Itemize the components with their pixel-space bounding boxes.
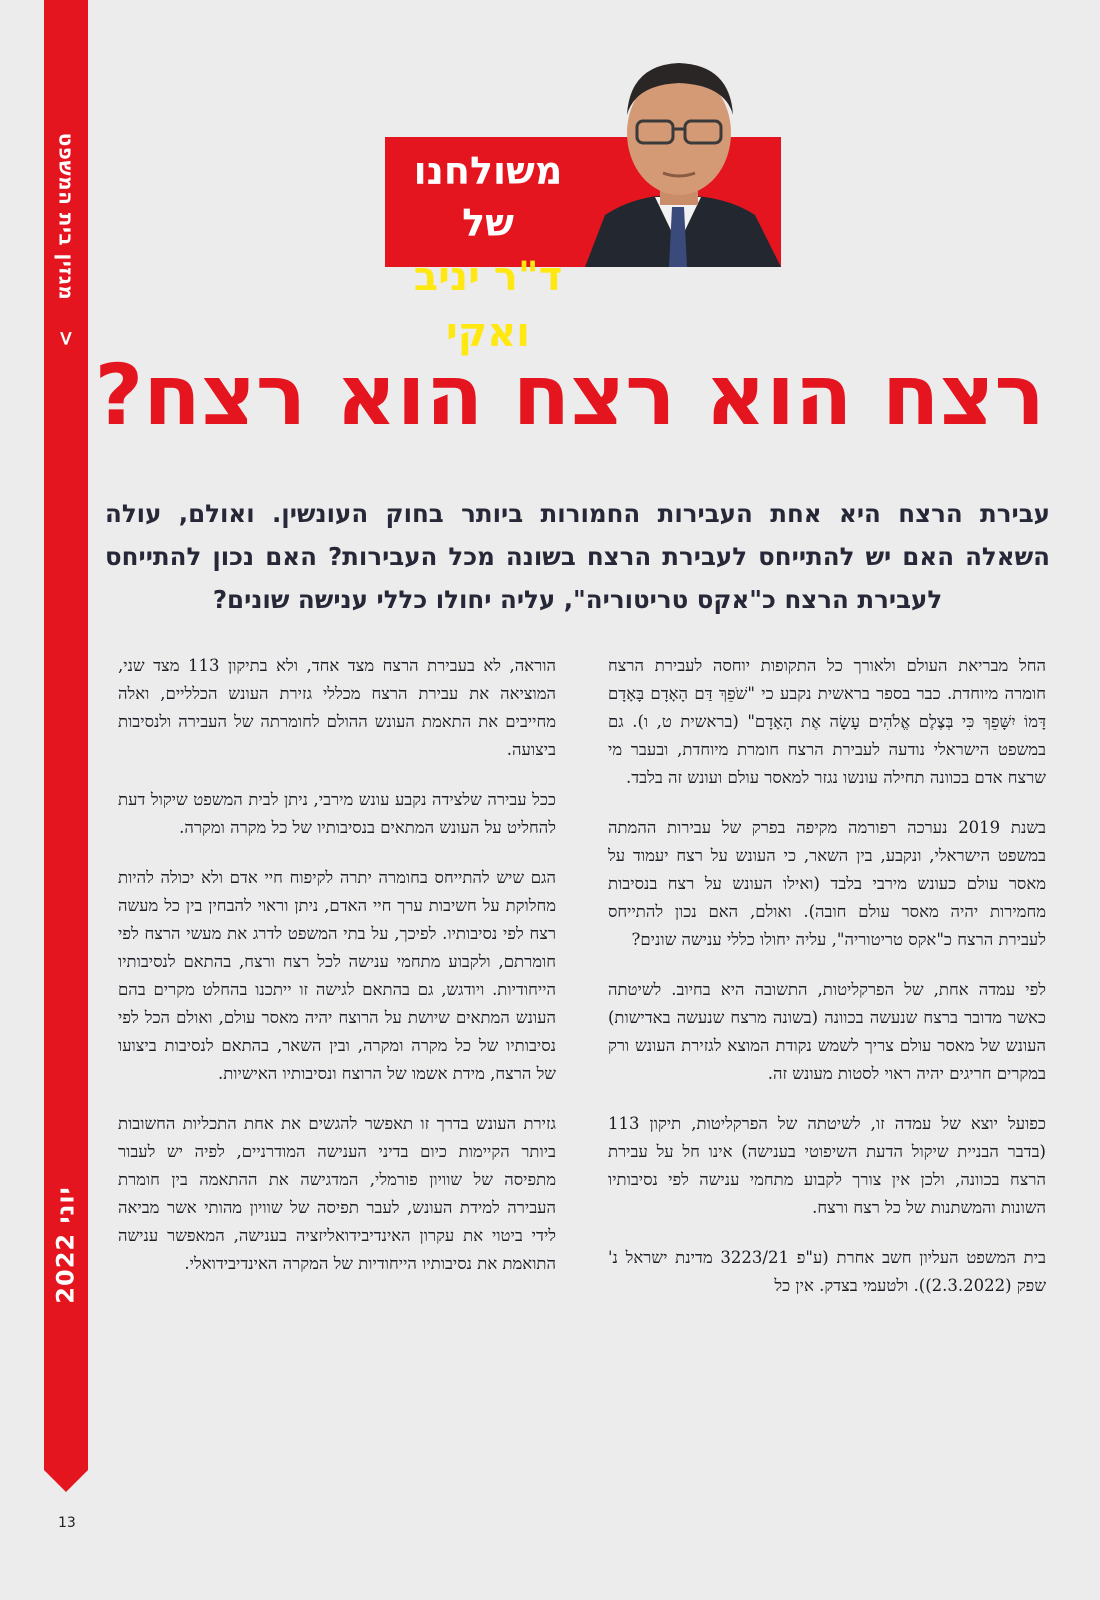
paragraph: החל מבריאת העולם ולאורך כל התקופות יוחסה לעבירת הרצח חומרה מיוחדת. כבר בספר בראשית נקבע כי "שֹׁפֵךְ דַּם הָאָדָם בָּאָדָם דָּמוֹ יִשָּׁפֵךְ כִּי בְּצֶלֶם אֱלֹהִים עָשָׂה אֶת הָאָדָם" (בראשית ט, ו). גם במשפט הישראלי נודעה לעבירת הרצח חומרת מיוחדת, ובעבר מי שרצח אדם בכוונה תחילה עונשו נגזר למאסר עולם ועונש זה בלבד. [608,656,1046,787]
article-column-right [608,652,1046,1322]
badge-author-name: ד"ר יניב ואקי [413,254,563,356]
paragraph: בשנת 2019 נערכה רפורמה מקיפה בפרק של עבירות ההמתה במשפט הישראלי, ונקבע, בין השאר, כי העונש על רצח יעמוד על מאסר עולם כעונש מירבי בלבד (ואילו העונש על רצח בנסיבות מחמירות יהיה מאסר עולם חובה). ואולם, האם נכון להתייחס לעבירת הרצח כ"אקס טריטוריה", עליה יחולו כללי ענישה שונים? [608,818,1046,949]
sidebar-issue-date [44,1180,88,1310]
article-lead: עבירת הרצח היא אחת העבירות החמורות ביותר בחוק העונשין. ואולם, עולה השאלה האם יש להתייחס לעבירת הרצח בשונה מכל העבירות? האם נכון להתייחס לעבירת הרצח כ"אקס טריטוריה", עליה יחולו כללי ענישה שונים? [105,499,1050,614]
chevron-icon: < [54,330,78,348]
paragraph: הוראה, לא בעבירת הרצח מצד אחד, ולא בתיקון 113 מצד שני, המוציאה את עבירת הרצח מכללי גזירת העונש הכלליים, ואלה מחייבים את התאמת העונש ההולם לחומרתה של העבירה ולנסיבות ביצועה. [118,656,556,759]
paragraph: ככל עבירה שלצידה נקבע עונש מירבי, ניתן לבית המשפט שיקול דעת להחליט על העונש המתאים בנסיבותיו של כל מקרה ומקרה. [118,790,556,837]
article-headline: רצח הוא רצח הוא רצח? [94,346,1045,444]
article-column-left [118,652,556,1300]
badge-line-from-desk: משולחנו של [413,149,563,245]
issue-date: יוני 2022 [52,1186,80,1304]
paragraph: בית המשפט העליון חשב אחרת (ע"פ 3223/21 מדינת ישראל נ' שפק (2.3.2022)). ולטעמי בצדק. אין כל [608,1248,1046,1295]
paragraph: גזירת העונש בדרך זו תאפשר להגשים את אחת התכליות החשובות ביותר הקיימות כיום בדיני הענישה המודרניים, לפיה יש לעבור מתפיסה של שוויון פורמלי, המדגישה את ההתאמה בין חומרת העבירה למידת העונש, לעבר תפיסה של שוויון מהותי אשר מביאה לידי ביטוי את עקרון האינדיבידואליזציה בענישה, המאפשר ענישה התואמת את נסיבותיו הייחודיות של המקרה האינדיבידואלי. [118,1114,556,1273]
magazine-name: מגזין בית המשפט [54,132,78,301]
page-number: 13 [58,1515,76,1531]
paragraph: הגם שיש להתייחס בחומרה יתרה לקיפוח חיי אדם ולא יכולה להיות מחלוקת על חשיבות ערך חיי האדם, ניתן וראוי להבחין בין כל מעשה רצח לפי נסיבותיו. לפיכך, על בתי המשפט לדרג את מעשי הרצח לפי חומרתם, ולקבוע מתחמי ענישה לכל רצח ורצח, בהתאם לנסיבותיו הייחודיות. ויודגש, גם בהתאם לגישה זו ייתכנו בהחלט מקרים בהם העונש המתאים שיושת על הרוצח יהיה מאסר עולם, ואולם הכל לפי נסיבותיו של כל מקרה ומקרה, ובין השאר, בהתאם לנסיבות ביצועו של הרצח, מידת אשמו של הרוצח ונסיבותיו האישיות. [118,868,556,1083]
sidebar-magazine-title [44,100,88,380]
author-portrait [575,45,781,267]
author-badge [385,45,781,356]
paragraph: לפי עמדה אחת, של הפרקליטות, התשובה היא בחיוב. לשיטתה כאשר מדובר ברצח שנעשה בכוונה (בשונה מרצח שנעשה באדישות) העונש של מאסר עולם צריך לשמש נקודת המוצא לגזירת העונש ורק במקרים חריגים יהיה ראוי לסטות מעונש זה. [608,980,1046,1083]
badge-text [393,145,583,361]
paragraph: כפועל יוצא של עמדה זו, לשיטתה של הפרקליטות, תיקון 113 (בדבר הבניית שיקול הדעת השיפוטי בענישה) אינו חל על עבירת הרצח בכוונה, ולכן אין צורך לקבוע מתחמי ענישה לפי נסיבותיו השונות והמשתנות של כל רצח ורצח. [608,1114,1046,1217]
